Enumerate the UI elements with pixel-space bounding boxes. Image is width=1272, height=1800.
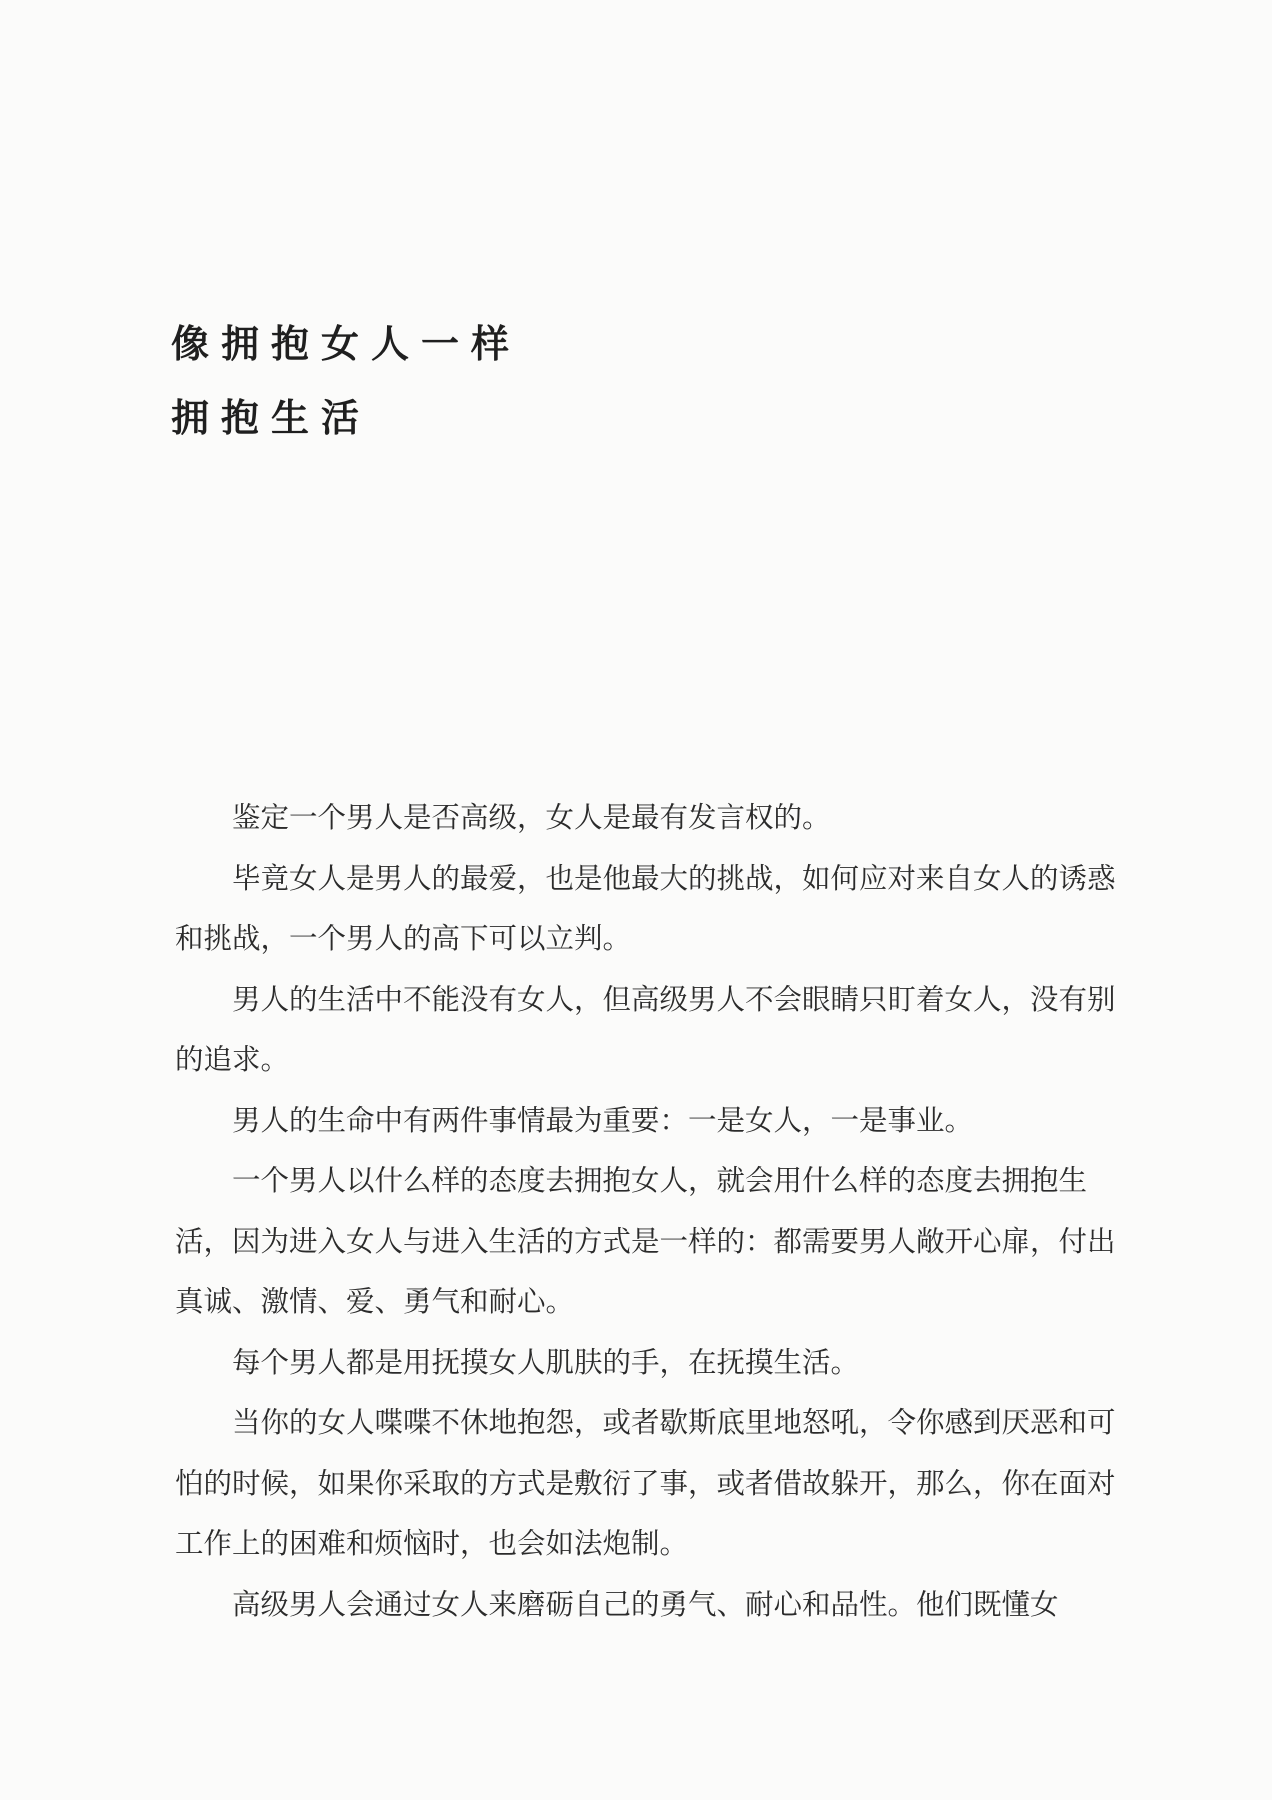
body-text [175, 788, 1125, 1635]
paragraph: 高级男人会通过女人来磨砺自己的勇气、耐心和品性。他们既懂女 [232, 1587, 1059, 1621]
chapter-title [171, 307, 521, 455]
paragraph: 当你的女人喋喋不休地抱怨，或者歇斯底里地怒吼，令你感到厌恶和可怕的时候，如果你采取的方式是敷衍了事，或者借故躲开，那么，你在面对工作上的困难和烦恼时，也会如法炮制。 [175, 1406, 1116, 1560]
paragraph: 男人的生命中有两件事情最为重要：一是女人，一是事业。 [232, 1103, 974, 1137]
paragraph: 鉴定一个男人是否高级，女人是最有发言权的。 [232, 801, 831, 834]
chapter-title-line-1: 像拥抱女人一样 [171, 321, 522, 366]
paragraph: 毕竟女人是男人的最爱，也是他最大的挑战，如何应对来自女人的诱惑和挑战，一个男人的高下可以立判。 [175, 861, 1116, 955]
paragraph: 男人的生活中不能没有女人，但高级男人不会眼睛只盯着女人，没有别的追求。 [175, 982, 1116, 1076]
paragraph: 一个男人以什么样的态度去拥抱女人，就会用什么样的态度去拥抱生活，因为进入女人与进入生活的方式是一样的：都需要男人敞开心扉，付出真诚、激情、爱、勇气和耐心。 [175, 1164, 1116, 1318]
paragraph: 每个男人都是用抚摸女人肌肤的手，在抚摸生活。 [232, 1345, 860, 1379]
chapter-title-line-2: 拥抱生活 [171, 395, 372, 440]
